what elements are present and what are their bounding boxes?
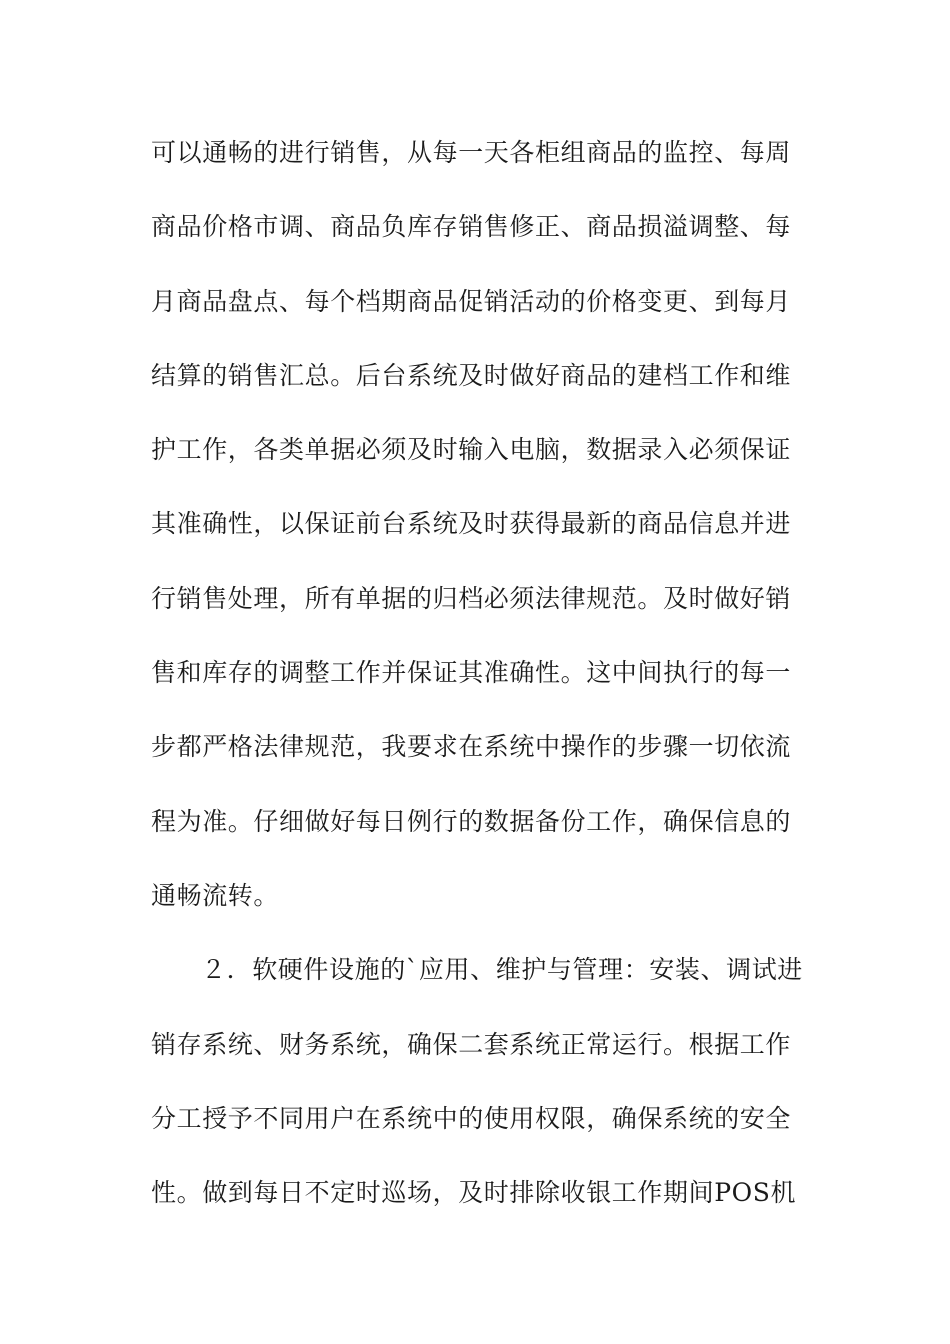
text-line: 性。做到每日不定时巡场，及时排除收银工作期间POS机 bbox=[151, 1178, 797, 1208]
text-line: 程为准。仔细做好每日例行的数据备份工作，确保信息的 bbox=[151, 806, 792, 836]
text-line: 售和库存的调整工作并保证其准确性。这中间执行的每一 bbox=[151, 658, 792, 688]
text-line: 护工作，各类单据必须及时输入电脑，数据录入必须保证 bbox=[151, 435, 792, 465]
text-line: 行销售处理，所有单据的归档必须法律规范。及时做好销 bbox=[151, 583, 792, 613]
text-line: 步都严格法律规范，我要求在系统中操作的步骤一切依流 bbox=[151, 732, 792, 762]
text-line: 商品价格市调、商品负库存销售修正、商品损溢调整、每 bbox=[151, 212, 792, 242]
text-line: 其准确性，以保证前台系统及时获得最新的商品信息并进 bbox=[151, 509, 792, 539]
text-line: 月商品盘点、每个档期商品促销活动的价格变更、到每月 bbox=[151, 286, 792, 316]
text-line: 通畅流转。 bbox=[151, 880, 280, 910]
text-line: 分工授予不同用户在系统中的使用权限，确保系统的安全 bbox=[151, 1103, 792, 1133]
body-text bbox=[151, 124, 811, 1238]
text-line: 结算的销售汇总。后台系统及时做好商品的建档工作和维 bbox=[151, 360, 792, 390]
text-line: 可以通畅的进行销售，从每一天各柜组商品的监控、每周 bbox=[151, 138, 792, 167]
text-line: 销存系统、财务系统，确保二套系统正常运行。根据工作 bbox=[151, 1029, 792, 1059]
paragraph-start-line: ２．软硬件设施的`应用、维护与管理：安装、调试进 bbox=[201, 955, 803, 985]
